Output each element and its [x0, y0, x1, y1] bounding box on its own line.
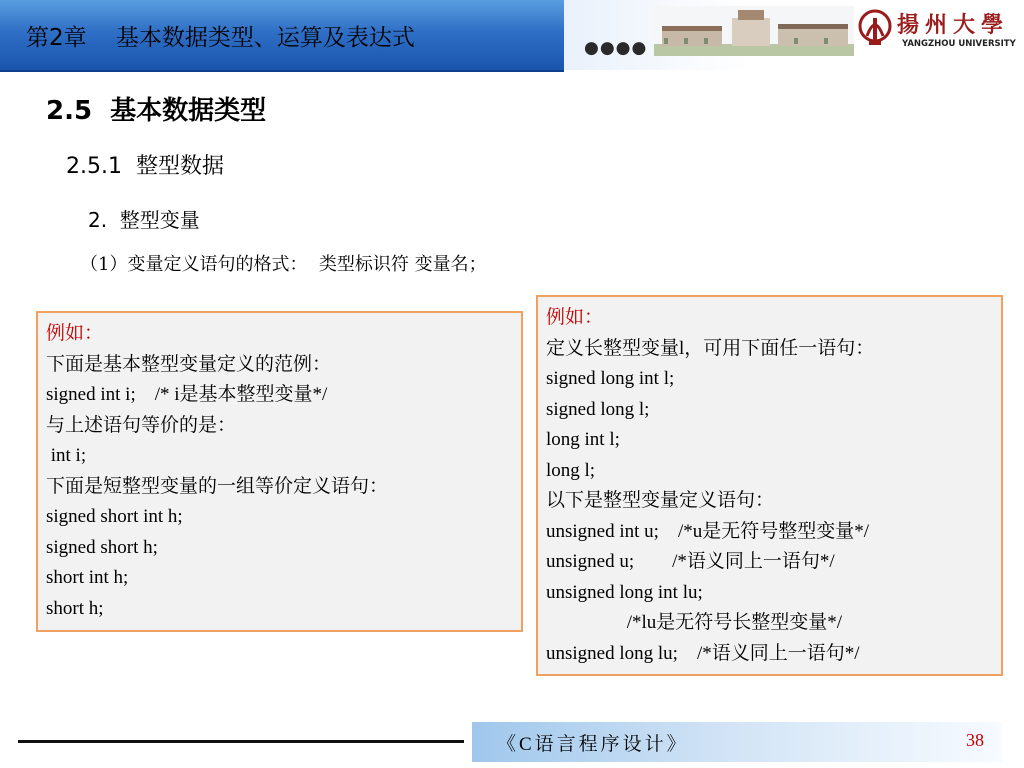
- campus-image: [654, 6, 854, 56]
- code-line: /*lu是无符号长整型变量*/: [546, 612, 843, 633]
- code-line: short int h;: [46, 567, 129, 588]
- code-line: short h;: [46, 597, 104, 619]
- code-line: signed long int l;: [546, 368, 675, 389]
- section-heading: 2.5 基本数据类型: [46, 96, 267, 126]
- example-heading: 例如：: [46, 323, 104, 344]
- example-box-left: [36, 311, 523, 632]
- page-number: 38: [966, 730, 984, 750]
- header-dots: ●●●●: [584, 38, 648, 58]
- code-line: 下面是短整型变量的一组等价定义语句：: [46, 475, 389, 497]
- code-line: signed int i; /* i是基本整型变量*/: [46, 384, 328, 405]
- code-line: long int l;: [546, 429, 620, 450]
- code-line: 与上述语句等价的是：: [46, 414, 237, 436]
- code-line: 定义长整型变量l，可用下面任一语句：: [546, 337, 875, 359]
- code-line: long l;: [546, 459, 596, 481]
- code-line: unsigned u; /*语义同上一语句*/: [546, 551, 835, 572]
- header-bar: [0, 0, 564, 72]
- code-line: unsigned long lu; /*语义同上一语句*/: [546, 642, 860, 664]
- code-line: 下面是基本整型变量定义的范例：: [46, 353, 332, 375]
- footer-divider: [18, 740, 464, 743]
- topic-heading: 2. 整型变量: [88, 208, 200, 232]
- code-line: signed short int h;: [46, 506, 183, 527]
- university-name-cn: 揚州大學: [897, 12, 1010, 38]
- code-line: int i;: [46, 445, 87, 466]
- course-title: 《C语言程序设计》: [497, 734, 689, 755]
- subsection-heading: 2.5.1 整型数据: [66, 154, 224, 179]
- code-line: unsigned long int lu;: [546, 581, 703, 603]
- chapter-title: 第2章 基本数据类型、运算及表达式: [26, 25, 415, 51]
- code-line: signed short h;: [46, 536, 158, 558]
- code-line: 以下是整型变量定义语句：: [546, 490, 775, 511]
- university-name-en: YANGZHOU UNIVERSITY: [902, 39, 1016, 49]
- code-line: signed long l;: [546, 398, 650, 420]
- example-box-right: [536, 295, 1003, 676]
- code-line: unsigned int u; /*u是无符号整型变量*/: [546, 520, 870, 542]
- example-heading: 例如：: [546, 307, 604, 328]
- university-logo-icon: [857, 8, 893, 48]
- format-description: （1）变量定义语句的格式： 类型标识符 变量名；: [80, 254, 487, 275]
